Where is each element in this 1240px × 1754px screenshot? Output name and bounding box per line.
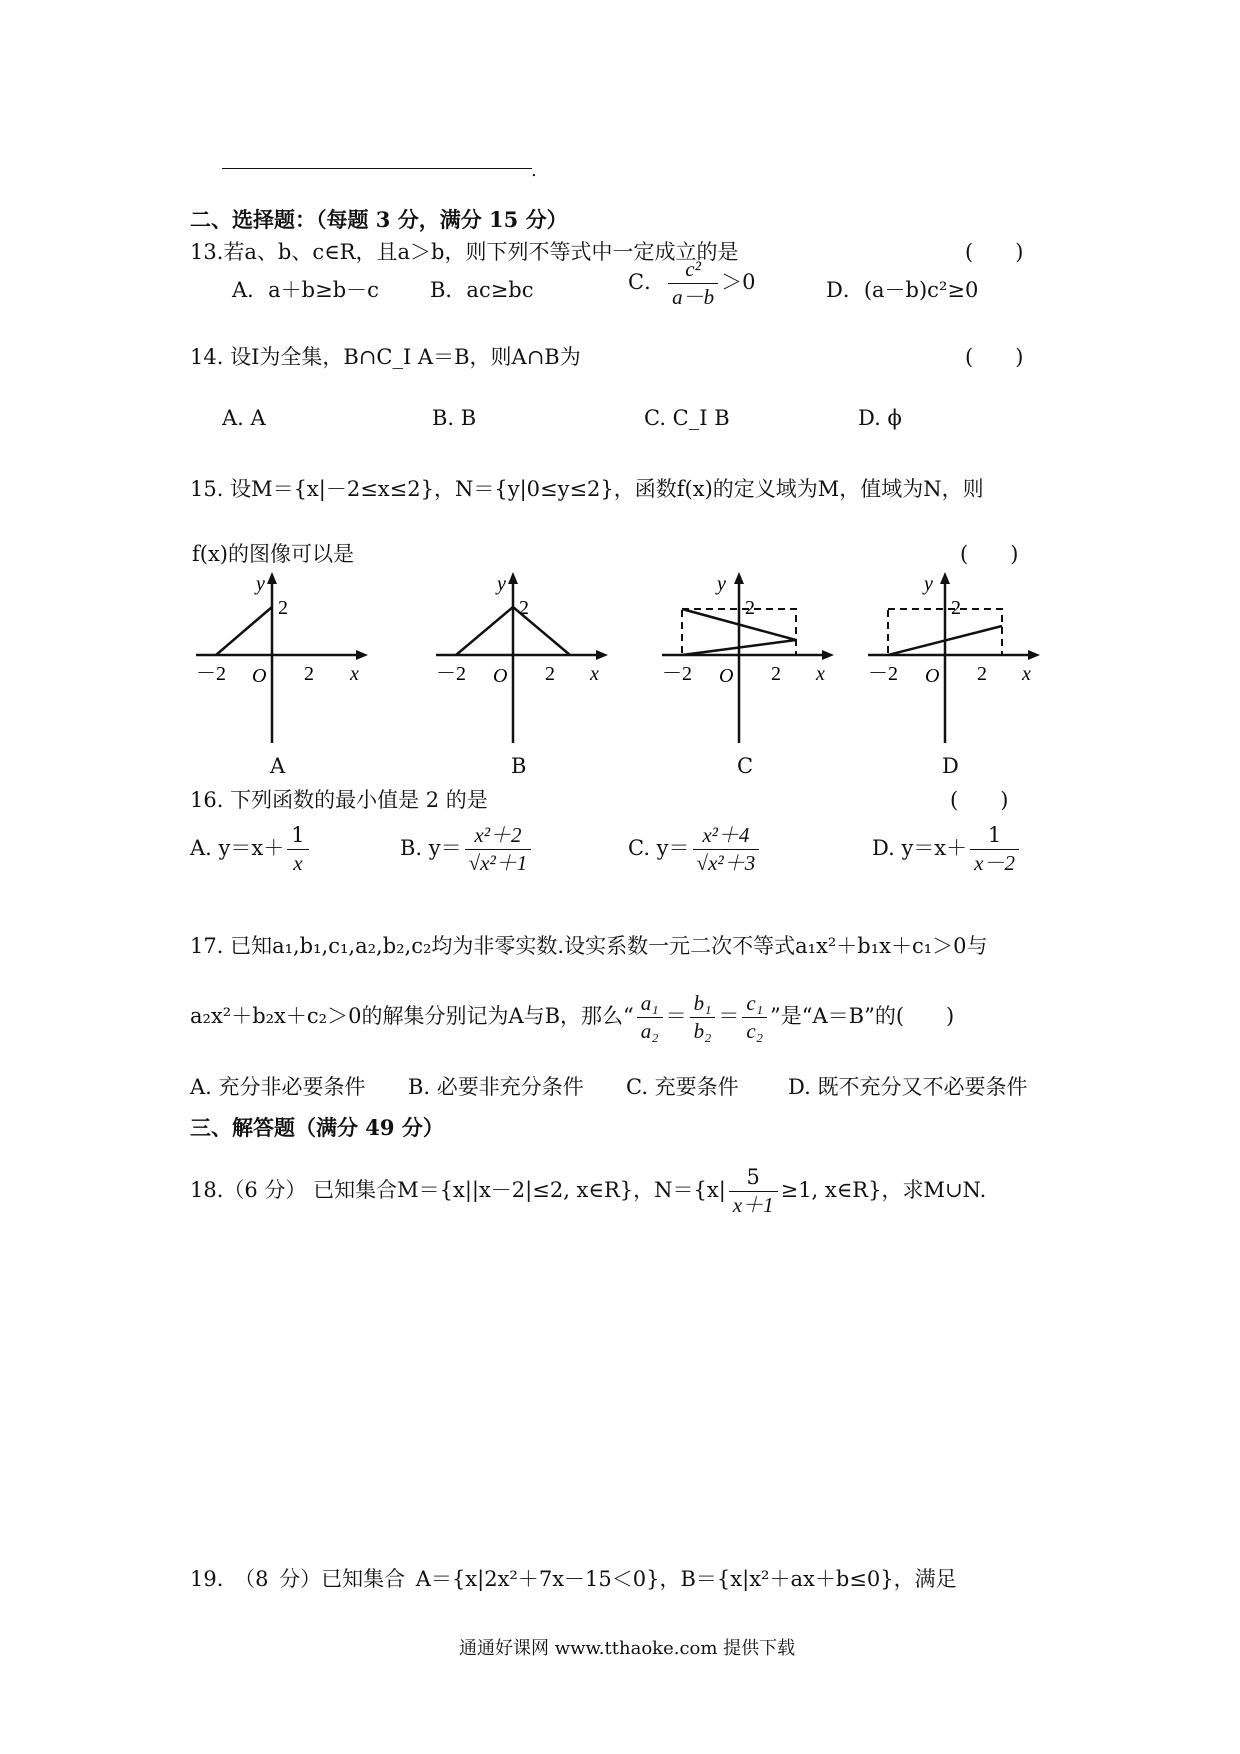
q16-a-prefix: A. y＝x＋ (190, 836, 285, 861)
q18-suffix: ≥1, x∈R}，求M∪N. (780, 1178, 987, 1203)
q13-c-numerator: c² (668, 258, 718, 284)
q17-stem2-prefix: a₂x²＋b₂x＋c₂＞0的解集分别记为A与B，那么“ (190, 1004, 634, 1029)
answer-blank-line (222, 168, 532, 169)
q15-graph-d-label: D (942, 754, 959, 778)
q15-graph-c-label: C (737, 754, 754, 778)
q17-fraction-c (742, 992, 767, 1043)
graph-d-neg2: －2 (868, 663, 898, 685)
q14-stem: 14. 设I为全集，B∩C_I A＝B，则A∩B为 (190, 345, 581, 369)
q17-b2: b₂ (693, 1019, 712, 1044)
graph-b-x-label: x (590, 663, 599, 685)
q16-a-fraction (287, 824, 308, 875)
q17-c1: c₁ (742, 992, 767, 1018)
q16-b-prefix: B. y＝ (400, 836, 462, 861)
q16-d-denominator: x－2 (974, 851, 1015, 876)
q15-graph-c[interactable] (656, 568, 836, 748)
graph-c-pos2: 2 (771, 663, 781, 685)
q18-fraction (729, 1166, 778, 1217)
graph-a-x-label: x (350, 663, 359, 685)
graph-c-top-2: 2 (745, 597, 755, 619)
q13-c-tail: ＞0 (721, 270, 756, 295)
graph-b-pos2: 2 (545, 663, 555, 685)
graph-d-top-2: 2 (951, 597, 961, 619)
q17-option-d[interactable]: D. 既不充分又不必要条件 (788, 1075, 1028, 1099)
q14-answer-paren[interactable]: ( ) (965, 345, 1024, 369)
q17-a2: a₂ (640, 1019, 659, 1044)
q17-fraction-b (690, 992, 716, 1043)
q16-a-numerator: 1 (287, 824, 308, 850)
q15-stem-line2: f(x)的图像可以是 (192, 542, 355, 566)
q16-c-denominator: √x²＋3 (696, 851, 756, 876)
section-2-title: 二、选择题：（每题 3 分，满分 15 分） (190, 207, 568, 232)
q16-b-denominator: √x²＋1 (468, 851, 528, 876)
q14-option-b[interactable]: B. B (432, 406, 477, 430)
graph-b-y-label: y (497, 573, 506, 595)
graph-d-origin: O (925, 665, 940, 687)
graph-b-top-2: 2 (519, 597, 529, 619)
q13-option-a[interactable]: A．a＋b≥b－c (232, 278, 379, 302)
q13-option-c-label: C． (628, 270, 666, 295)
graph-a-origin: O (252, 665, 267, 687)
graph-a-neg2: －2 (196, 663, 226, 685)
q15-answer-paren[interactable]: ( ) (960, 542, 1019, 566)
q16-c-prefix: C. y＝ (628, 836, 690, 861)
graph-c-origin: O (719, 665, 734, 687)
q17-stem-line2: a₂x²＋b₂x＋c₂＞0的解集分别记为A与B，那么“ $\frac{\text{a₁}}{\text{a₂}}$ ＝ $\frac{\text{b₁}}{\text{b₂}}$ ＝ $\frac{\text{c₁}}{\text{c₂}}$ ”是“A＝B”的( ) (190, 991, 955, 1044)
graph-a-pos2: 2 (304, 663, 314, 685)
q18-prefix: 18.（6 分） 已知集合M＝{x||x－2|≤2, x∈R}，N＝{x| (190, 1178, 726, 1203)
page-footer: 通通好课网 www.tthaoke.com 提供下载 (459, 1638, 796, 1659)
q15-graph-a[interactable] (190, 568, 370, 748)
q16-c-fraction (693, 824, 760, 875)
q13-c-denominator: a－b (672, 285, 715, 310)
q16-option-a[interactable] (190, 824, 312, 875)
q15-graph-a-label: A (270, 754, 286, 778)
q17-fraction-a (637, 992, 663, 1043)
section-3-title: 三、解答题（满分 49 分） (190, 1115, 444, 1140)
q16-d-numerator: 1 (970, 824, 1019, 850)
q16-option-b[interactable] (400, 824, 534, 875)
graph-a-y-label: y (256, 573, 265, 595)
graph-d-y-label: y (924, 573, 933, 595)
q17-b1: b₁ (690, 992, 716, 1018)
q16-c-numerator: x²＋4 (693, 824, 760, 850)
q17-option-c[interactable]: C. 充要条件 (626, 1075, 739, 1099)
q18-question (190, 1166, 986, 1217)
q19-question: 19. （8 分）已知集合 A＝{x|2x²＋7x－15＜0}，B＝{x|x²＋ax＋b≤0}，满足 (190, 1567, 957, 1591)
graph-c-y-label: y (717, 573, 726, 595)
q17-stem2-suffix: ”是“A＝B”的( ) (770, 1004, 955, 1029)
q16-option-d[interactable] (872, 824, 1022, 875)
q17-option-b[interactable]: B. 必要非充分条件 (408, 1075, 584, 1099)
q16-option-c[interactable] (628, 824, 762, 875)
q13-answer-paren[interactable]: ( ) (965, 240, 1024, 264)
q16-b-numerator: x²＋2 (465, 824, 532, 850)
graph-c-x-label: x (816, 663, 825, 685)
q13-option-b[interactable]: B．ac≥bc (430, 278, 534, 302)
q13-option-d[interactable]: D．(a－b)c²≥0 (826, 278, 979, 302)
q13-option-c[interactable] (628, 258, 755, 309)
q18-denominator: x＋1 (732, 1193, 774, 1218)
answer-blank-dot: . (531, 160, 537, 181)
graph-b-neg2: －2 (436, 663, 466, 685)
q16-d-prefix: D. y＝x＋ (872, 836, 968, 861)
q18-numerator: 5 (729, 1166, 778, 1192)
q17-a1: a₁ (637, 992, 663, 1018)
graph-d-x-label: x (1022, 663, 1031, 685)
q14-option-d[interactable]: D. ϕ (858, 406, 902, 430)
q16-d-fraction (970, 824, 1019, 875)
graph-d-pos2: 2 (977, 663, 987, 685)
q16-a-denominator: x (293, 851, 303, 876)
q14-option-c[interactable]: C. C_I B (644, 406, 730, 430)
q13-stem: 13.若a、b、c∈R，且a＞b，则下列不等式中一定成立的是 (190, 240, 739, 264)
graph-c-neg2: －2 (662, 663, 692, 685)
graph-a-top-2: 2 (278, 597, 288, 619)
q17-stem-line1: 17. 已知a₁,b₁,c₁,a₂,b₂,c₂均为非零实数.设实系数一元二次不等式a₁x²＋b₁x＋c₁＞0与 (190, 934, 988, 958)
q15-graph-d[interactable] (862, 568, 1042, 748)
graph-b-origin: O (493, 665, 508, 687)
q13-option-c-fraction (668, 258, 718, 309)
q15-graph-b-label: B (511, 754, 527, 778)
q17-option-a[interactable]: A. 充分非必要条件 (190, 1075, 366, 1099)
q16-b-fraction (465, 824, 532, 875)
q15-stem-line1: 15. 设M＝{x|－2≤x≤2}，N＝{y|0≤y≤2}，函数f(x)的定义域为M，值域为N，则 (190, 477, 984, 501)
q15-graph-b[interactable] (430, 568, 610, 748)
q14-option-a[interactable]: A. A (222, 406, 266, 430)
q16-stem: 16. 下列函数的最小值是 2 的是 (190, 788, 488, 812)
q17-c2: c₂ (746, 1019, 764, 1044)
q16-answer-paren[interactable]: ( ) (950, 788, 1009, 812)
